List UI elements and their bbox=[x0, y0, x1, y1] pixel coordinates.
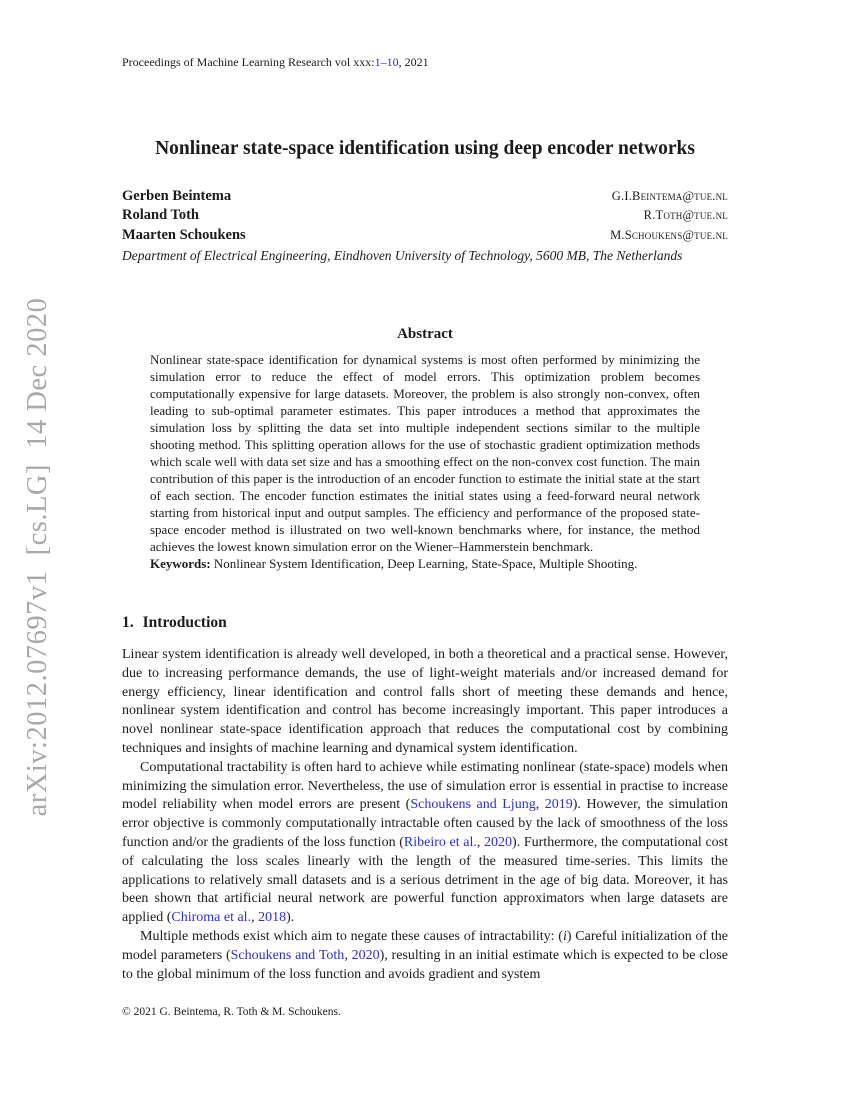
text-segment: ), resulting in an initial estimate which is expected to be close to the global minimum of the loss function and avoids gradient and system bbox=[122, 947, 729, 982]
citation-link[interactable]: 2020 bbox=[351, 947, 380, 963]
author-affiliation: Department of Electrical Engineering, Eindhoven University of Technology, 5600 MB, The Netherlands bbox=[122, 247, 683, 263]
introduction-section bbox=[122, 614, 728, 984]
journal-header bbox=[122, 55, 429, 70]
text-segment: , bbox=[251, 910, 259, 926]
section-number: 1. bbox=[122, 614, 134, 631]
body-paragraph bbox=[122, 646, 728, 759]
text-segment: , bbox=[344, 947, 352, 963]
abstract-heading: Abstract bbox=[397, 326, 453, 342]
abstract-text: Nonlinear state-space identification for dynamical systems is most often performed by minimizing the simulation error to reduce the effect of model errors. This optimization problem becomes computationally expensive for large datasets. Moreover, the problem is also strongly non-convex, often leading to sub-optimal parameter estimates. This paper introduces a method that approximates the simulation loss by splitting the data set into multiple independent sections similar to the multiple shooting method. This splitting operation allows for the use of stochastic gradient optimization methods which scale well with data set size and has a smoothing effect on the non-convex cost function. The main contribution of this paper is the introduction of an encoder function to estimate the initial state at the start of each section. The encoder function estimates the initial states using a feed-forward neural network starting from historical input and output samples. The efficiency and performance of the proposed state-space encoder method is illustrated on two well-known benchmarks where, for instance, the method achieves the lowest known simulation error on the Wiener–Hammerstein benchmark. bbox=[150, 352, 700, 554]
author-block bbox=[122, 188, 728, 264]
body-paragraph bbox=[122, 928, 728, 984]
citation-link[interactable]: Schoukens and Toth bbox=[230, 947, 345, 963]
author-name: Gerben Beintema bbox=[122, 188, 232, 204]
text-segment: ) Careful initialization of the model parameters ( bbox=[122, 928, 729, 963]
keywords-line bbox=[150, 555, 700, 572]
author-name: Maarten Schoukens bbox=[122, 226, 246, 243]
text-segment: , bbox=[476, 834, 485, 850]
author-row bbox=[122, 207, 728, 226]
section-heading bbox=[122, 614, 728, 632]
keywords-label: Keywords: bbox=[150, 556, 211, 571]
text-segment: , bbox=[535, 797, 545, 813]
citation-link[interactable]: Chiroma et al. bbox=[171, 910, 252, 926]
author-email: M.Schoukens@tue.nl bbox=[610, 227, 728, 242]
citation-link[interactable]: Schoukens and Ljung bbox=[410, 797, 536, 813]
text-segment: Linear system identification is already well developed, in both a theoretical and a practical sense. However, due to increasing performance demands, the use of light-weight materials and/or increased demand for energy efficiency, linear identification and control falls short of meeting these demands and hence, nonlinear system identification and control has become increasingly important. This paper introduces a novel nonlinear state-space identification approach that reduces the computational cost by combining techniques and insights of machine learning and dynamical system identification. bbox=[122, 647, 728, 756]
author-row bbox=[122, 188, 728, 207]
citation-link[interactable]: 2019 bbox=[544, 797, 573, 813]
body-paragraph bbox=[122, 759, 728, 928]
author-email: G.I.Beintema@tue.nl bbox=[611, 189, 728, 203]
text-segment: ). However, the simulation error objective is commonly computationally intractable often caused by the lack of smoothness of the loss function and/or the gradients of the loss function ( bbox=[122, 797, 728, 850]
text-segment: , 2021 bbox=[398, 55, 429, 69]
copyright-footer: © 2021 G. Beintema, R. Toth & M. Schoukens. bbox=[122, 1006, 341, 1018]
text-segment: Multiple methods exist which aim to negate these causes of intractability: ( bbox=[140, 928, 563, 944]
citation-link[interactable]: 2018 bbox=[258, 910, 287, 926]
text-segment: Computational tractability is often hard to achieve while estimating nonlinear (state-space) models when minimizing the simulation error. Nevertheless, the use of simulation error is essential in practise to increase model reliability when model errors are present ( bbox=[122, 759, 728, 813]
text-segment: ). bbox=[286, 910, 295, 926]
paper-title: Nonlinear state-space identification using deep encoder networks bbox=[155, 138, 695, 159]
citation-link[interactable]: 1–10 bbox=[374, 55, 399, 69]
arxiv-watermark: arXiv:2012.07697v1 [cs.LG] 14 Dec 2020 bbox=[22, 297, 53, 817]
citation-link[interactable]: 2020 bbox=[484, 834, 513, 850]
citation-link[interactable]: Ribeiro et al. bbox=[403, 834, 477, 850]
text-segment: ). Furthermore, the computational cost of calculating the loss scales linearly with the length of the measured time-series. This limits the applications to relatively small datasets and is a serious detriment in the age of big data. Moreover, it has been shown that artificial neural network are powerful function approximators when large datasets are applied ( bbox=[122, 834, 729, 926]
abstract-section bbox=[150, 326, 700, 572]
text-segment: Proceedings of Machine Learning Research vol xxx: bbox=[122, 55, 375, 69]
author-row bbox=[122, 227, 728, 246]
keywords-text: Nonlinear System Identification, Deep Learning, State-Space, Multiple Shooting. bbox=[210, 556, 638, 571]
author-email: R.Toth@tue.nl bbox=[643, 208, 728, 223]
text-segment: i bbox=[562, 928, 567, 944]
section-title: Introduction bbox=[142, 614, 227, 631]
author-name: Roland Toth bbox=[122, 207, 199, 224]
